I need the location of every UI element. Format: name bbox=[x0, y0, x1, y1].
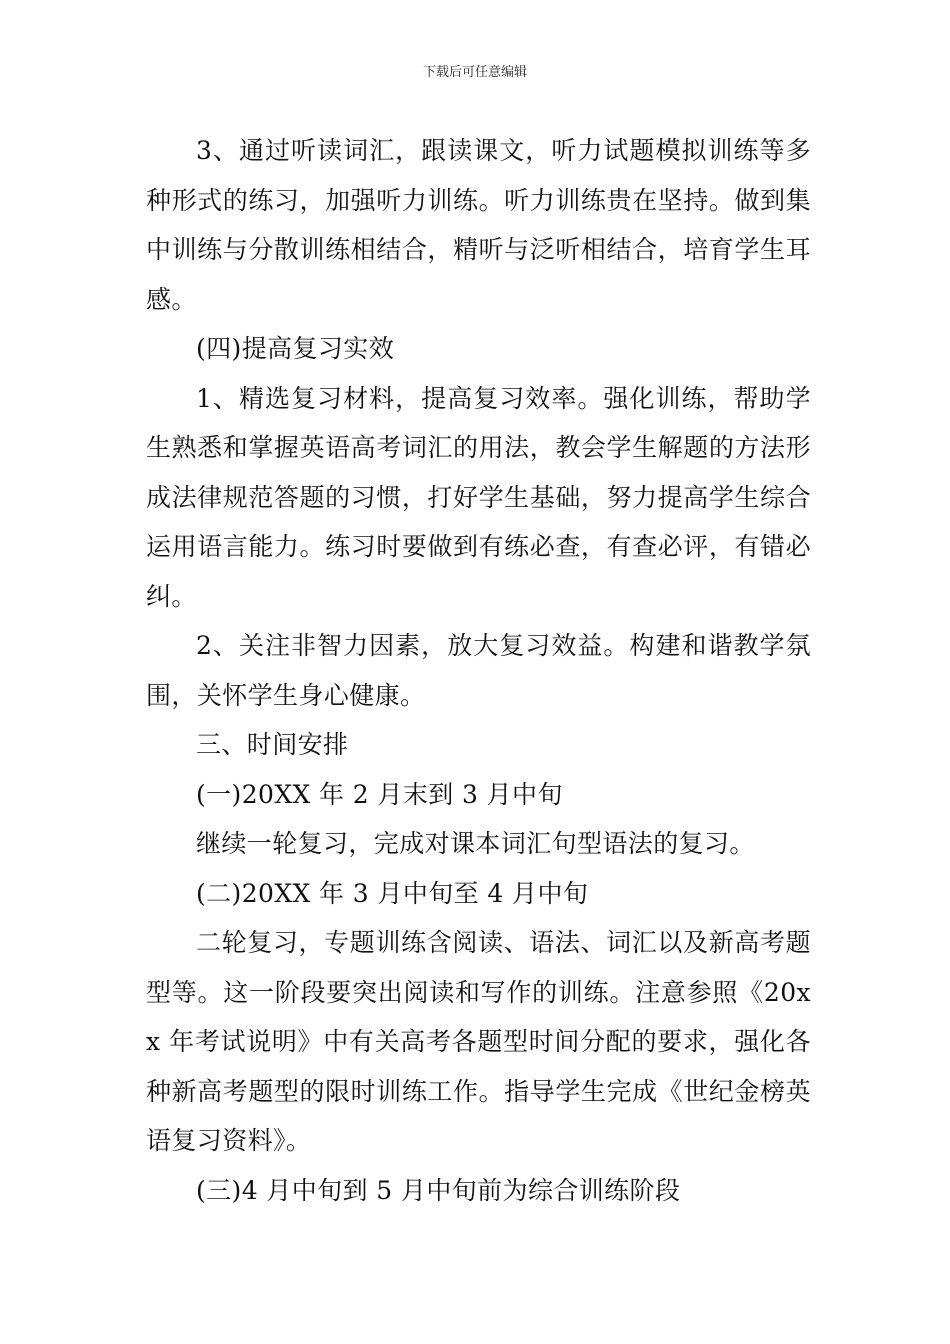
paragraph-listening-training: 3、通过听读词汇，跟读课文，听力试题模拟训练等多种形式的练习，加强听力训练。听力训练贵在坚持。做到集中训练与分散训练相结合，精听与泛听相结合，培育学生耳感。 bbox=[146, 136, 811, 314]
schedule-phase-2-text: 二轮复习，专题训练含阅读、语法、词汇以及新高考题型等。这一阶段要突出阅读和写作的训练。注意参照《20xx 年考试说明》中有关高考各题型时间分配的要求，强化各种新高考题型的限时训练工作。指导学生完成《世纪金榜英语复习资料》。 bbox=[146, 928, 811, 1155]
section-heading-schedule: 三、时间安排 bbox=[196, 730, 349, 759]
paragraph-non-intellectual-factors: 2、关注非智力因素，放大复习效益。构建和谐教学氛围，关怀学生身心健康。 bbox=[146, 631, 811, 710]
schedule-phase-1-heading: (一)20XX 年 2 月末到 3 月中旬 bbox=[196, 779, 563, 809]
page-header: 下载后可任意编辑 bbox=[422, 65, 527, 80]
schedule-phase-3-heading: (三)4 月中旬到 5 月中旬前为综合训练阶段 bbox=[196, 1175, 681, 1205]
schedule-phase-1-text: 继续一轮复习，完成对课本词汇句型语法的复习。 bbox=[196, 829, 755, 858]
section-heading-improve-efficiency: (四)提高复习实效 bbox=[196, 334, 395, 363]
document-body bbox=[146, 126, 811, 1215]
schedule-phase-2-heading: (二)20XX 年 3 月中旬至 4 月中旬 bbox=[196, 878, 589, 908]
paragraph-select-materials: 1、精选复习材料，提高复习效率。强化训练，帮助学生熟悉和掌握英语高考词汇的用法，教会学生解题的方法形成法律规范答题的习惯，打好学生基础，努力提高学生综合运用语言能力。练习时要做到有练必查，有查必评，有错必纠。 bbox=[146, 383, 811, 611]
